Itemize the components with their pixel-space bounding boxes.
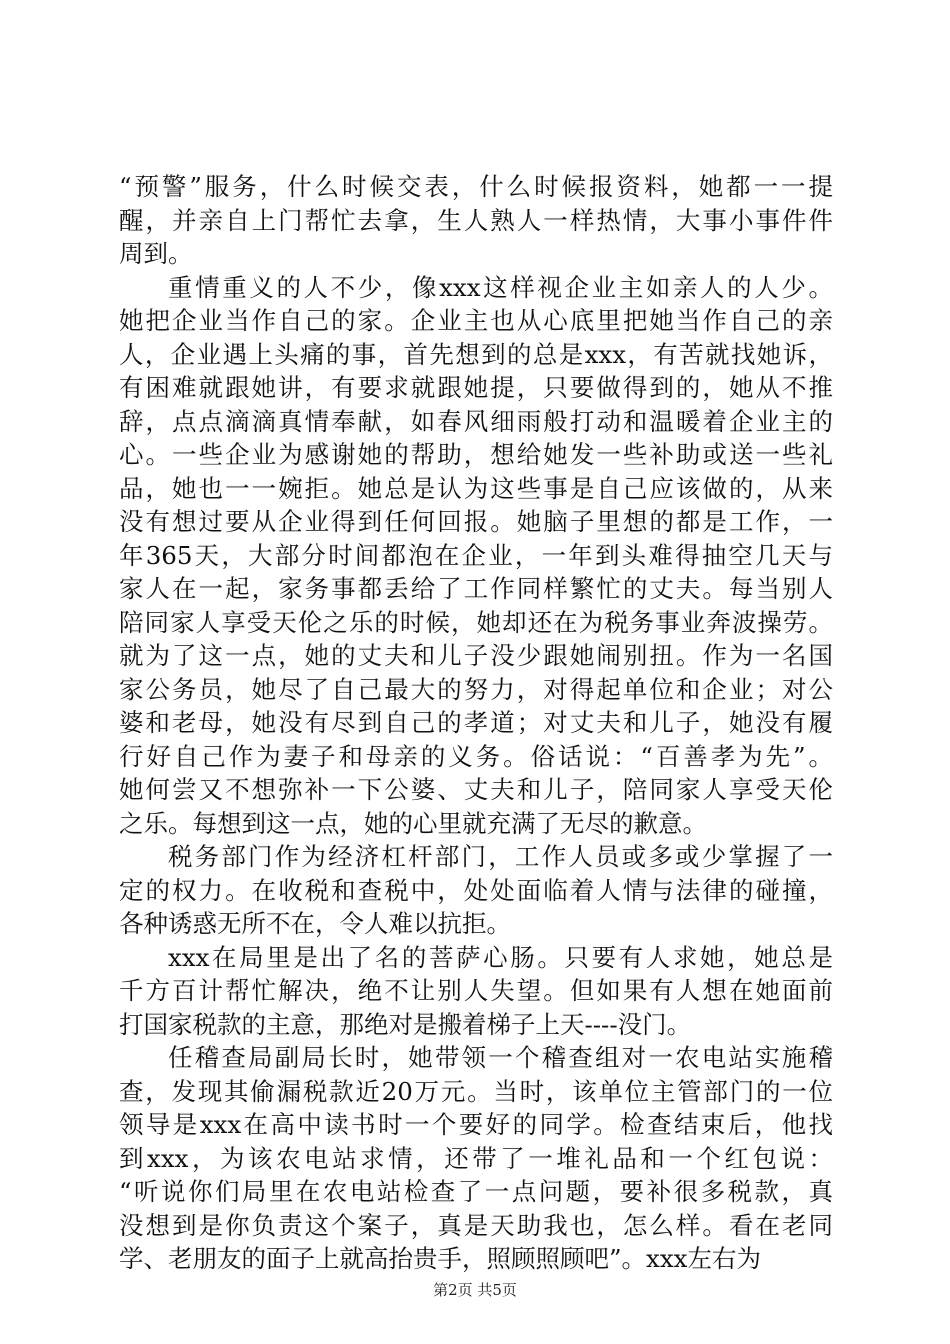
text-line: 没有想过要从企业得到任何回报。她脑子里想的都是工作，一	[119, 507, 833, 536]
text-line: 打国家税款的主意，那绝对是搬着梯子上天----没门。	[119, 1009, 692, 1039]
text-line: 就为了这一点，她的丈夫和儿子没少跟她闹别扭。作为一名国	[119, 641, 833, 670]
text-line: 学、老朋友的面子上就高抬贵手，照顾照顾吧”。xxx左右为	[119, 1244, 761, 1273]
text-line: 家公务员，她尽了自己最大的努力，对得起单位和企业；对公	[119, 674, 833, 704]
text-line: 重情重义的人不少，像xxx这样视企业主如亲人的人少。	[168, 272, 833, 302]
text-line: 周到。	[119, 239, 193, 268]
text-line: 品，她也一一婉拒。她总是认为这些事是自己应该做的，从来	[119, 473, 833, 503]
text-line: 查，发现其偷漏税款近20万元。当时，该单位主管部门的一位	[119, 1076, 833, 1106]
text-line: 领导是xxx在高中读书时一个要好的同学。检查结束后，他找	[119, 1110, 833, 1139]
text-line: 有困难就跟她讲，有要求就跟她提，只要做得到的，她从不推	[119, 373, 833, 402]
text-line: xxx在局里是出了名的菩萨心肠。只要有人求她，她总是	[168, 942, 833, 972]
text-line: 陪同家人享受天伦之乐的时候，她却还在为税务事业奔波操劳。	[119, 607, 833, 637]
text-line: 辞，点点滴滴真情奉献，如春风细雨般打动和温暖着企业主的	[119, 406, 833, 436]
text-line: 之乐。每想到这一点，她的心里就充满了无尽的歉意。	[119, 808, 707, 838]
text-line: 任稽查局副局长时，她带领一个稽查组对一农电站实施稽	[168, 1043, 833, 1072]
page-number-footer: 第2页 共5页	[433, 1281, 517, 1299]
text-line: 醒，并亲自上门帮忙去拿，生人熟人一样热情，大事小事件件	[119, 205, 833, 235]
text-line: 年365天，大部分时间都泡在企业，一年到头难得抽空几天与	[119, 540, 833, 570]
text-line: 定的权力。在收税和查税中，处处面临着人情与法律的碰撞，	[119, 875, 833, 905]
text-line: 婆和老母，她没有尽到自己的孝道；对丈夫和儿子，她没有履	[119, 708, 833, 737]
text-line: 她何尝又不想弥补一下公婆、丈夫和儿子，陪同家人享受天伦	[119, 775, 833, 804]
text-line: 税务部门作为经济杠杆部门，工作人员或多或少掌握了一	[168, 842, 833, 871]
text-line: 家人在一起，家务事都丢给了工作同样繁忙的丈夫。每当别人	[119, 574, 833, 603]
paragraph	[119, 1041, 833, 1276]
text-line: 行好自己作为妻子和母亲的义务。俗话说：“百善孝为先”。	[119, 741, 833, 771]
paragraph	[119, 840, 833, 941]
text-line: 千方百计帮忙解决，绝不让别人失望。但如果有人想在她面前	[119, 976, 833, 1005]
text-line: “听说你们局里在农电站检查了一点问题，要补很多税款，真	[119, 1177, 833, 1206]
paragraph	[119, 170, 833, 271]
text-line: “预警”服务，什么时候交表，什么时候报资料，她都一一提	[119, 172, 833, 201]
document-body	[119, 170, 833, 1276]
text-line: 没想到是你负责这个案子，真是天助我也，怎么样。看在老同	[119, 1210, 833, 1240]
text-line: 到xxx，为该农电站求情，还带了一堆礼品和一个红包说：	[119, 1143, 833, 1173]
text-line: 人，企业遇上头痛的事，首先想到的总是xxx，有苦就找她诉，	[119, 339, 833, 369]
text-line: 各种诱惑无所不在，令人难以抗拒。	[119, 909, 511, 938]
text-line: 心。一些企业为感谢她的帮助，想给她发一些补助或送一些礼	[119, 440, 833, 469]
paragraph	[119, 271, 833, 841]
paragraph	[119, 941, 833, 1042]
text-line: 她把企业当作自己的家。企业主也从心底里把她当作自己的亲	[119, 306, 833, 335]
